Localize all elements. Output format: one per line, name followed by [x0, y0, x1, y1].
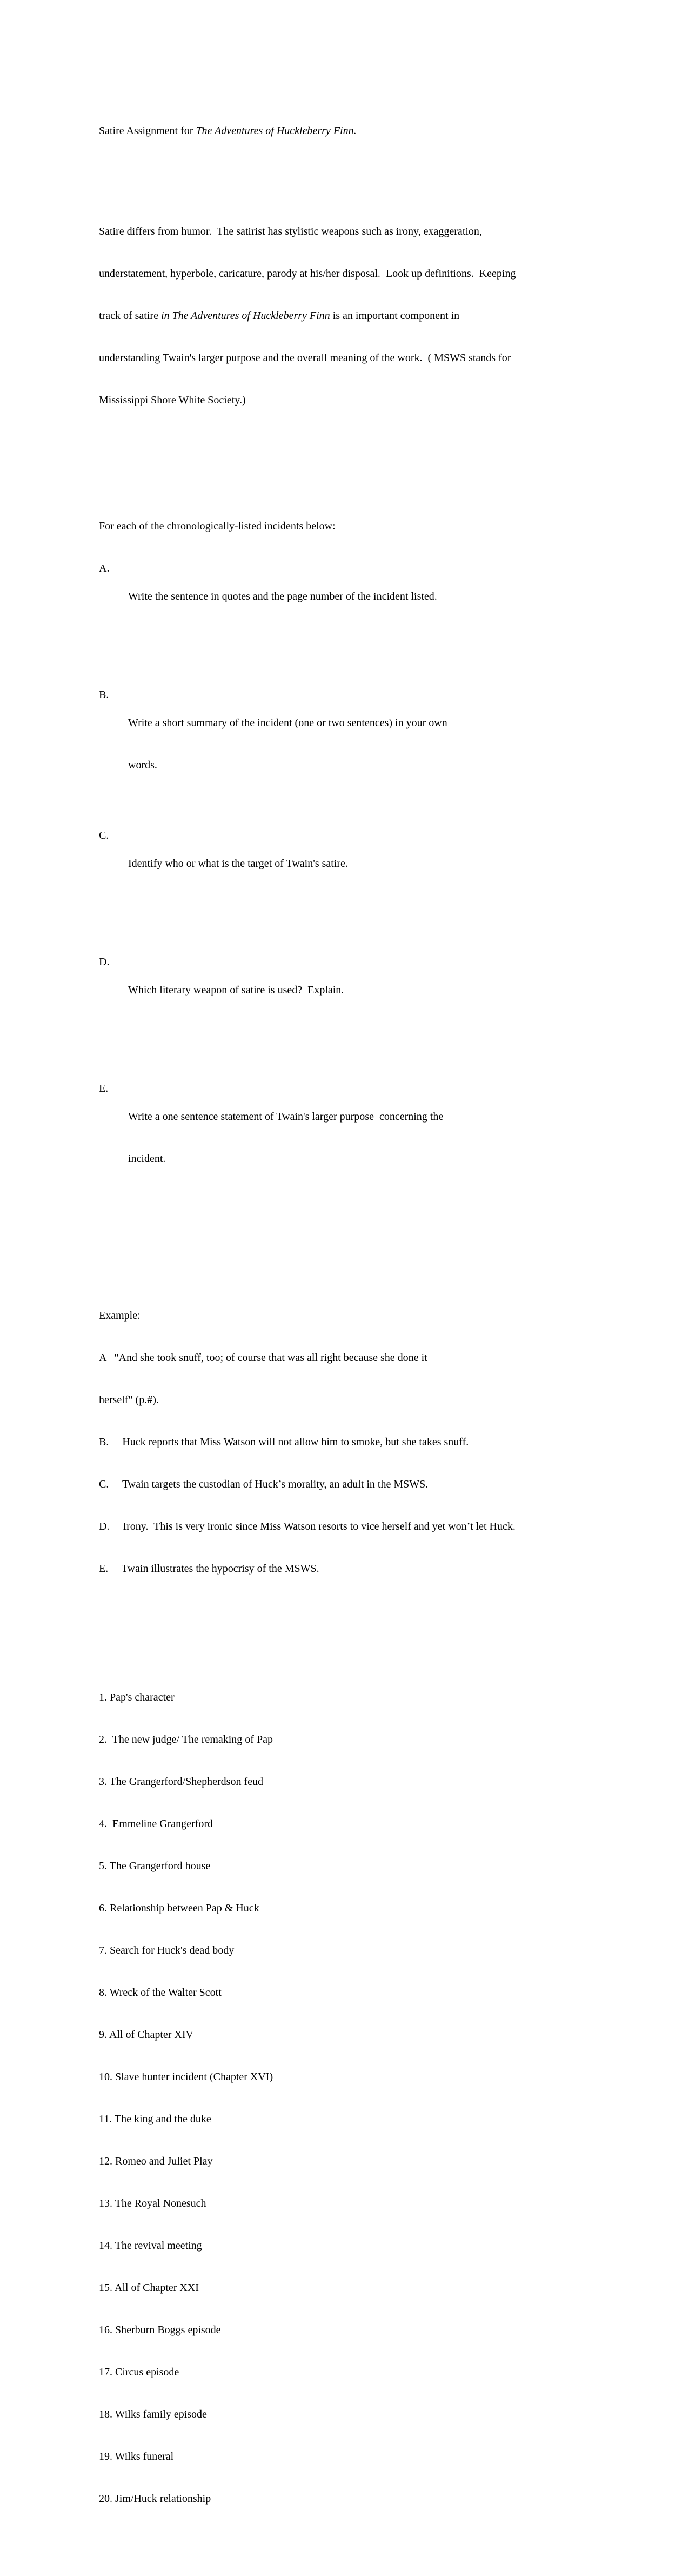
intro-line-1: Satire differs from humor. The satirist has stylistic weapons such as irony, exaggeration, [99, 225, 482, 237]
incident-item-20: 20. Jim/Huck relationship [99, 2493, 211, 2505]
incident-item-8: 8. Wreck of the Walter Scott [99, 1987, 222, 1999]
example-line-e: E. Twain illustrates the hypocrisy of the MSWS. [99, 1563, 319, 1575]
instruction-text-d [128, 955, 672, 1053]
incident-item-10: 10. Slave hunter incident (Chapter XVI) [99, 2071, 273, 2083]
intro-paragraph [99, 196, 672, 435]
incident-item-12: 12. Romeo and Juliet Play [99, 2155, 213, 2167]
example-section [99, 1280, 672, 1604]
incident-item-13: 13. The Royal Nonesuch [99, 2197, 206, 2209]
incident-item-16: 16. Sherburn Boggs episode [99, 2324, 221, 2336]
doc-title-book: The Adventures of Huckleberry Finn. [196, 125, 357, 137]
doc-title-prefix: Satire Assignment for [99, 125, 196, 137]
instruction-label-d: D. [99, 956, 110, 968]
instruction-label-c: C. [99, 829, 109, 841]
instruction-item-a [99, 561, 672, 660]
incident-item-18: 18. Wilks family episode [99, 2408, 207, 2420]
incident-item-19: 19. Wilks funeral [99, 2451, 174, 2462]
instruction-b-line-2: words. [128, 759, 157, 771]
incident-item-9: 9. All of Chapter XIV [99, 2029, 193, 2041]
incident-item-4: 4. Emmeline Grangerford [99, 1818, 213, 1830]
instruction-text-b [128, 688, 672, 800]
instructions-section [99, 491, 672, 1222]
instruction-text-a [128, 561, 672, 660]
doc-title [99, 124, 672, 138]
example-line-a-2: herself" (p.#). [99, 1394, 159, 1406]
instruction-item-b [99, 688, 672, 800]
instruction-d-line-1: Which literary weapon of satire is used? Explain. [128, 984, 344, 996]
instruction-item-e [99, 1081, 672, 1194]
instruction-c-line-1: Identify who or what is the target of Twain's satire. [128, 858, 348, 869]
example-line-a-1: A "And she took snuff, too; of course that was all right because she done it [99, 1352, 427, 1364]
incident-item-7: 7. Search for Huck's dead body [99, 1944, 235, 1956]
instruction-e-line-2: incident. [128, 1153, 166, 1165]
incident-item-1: 1. Pap's character [99, 1691, 175, 1703]
instruction-b-line-1: Write a short summary of the incident (one or two sentences) in your own [128, 717, 447, 729]
intro-line-3-pre: track of satire [99, 310, 161, 322]
intro-line-3 [99, 309, 672, 323]
example-line-b: B. Huck reports that Miss Watson will not allow him to smoke, but she takes snuff. [99, 1436, 469, 1448]
incident-item-2: 2. The new judge/ The remaking of Pap [99, 1734, 273, 1745]
example-line-c: C. Twain targets the custodian of Huck’s morality, an adult in the MSWS. [99, 1478, 429, 1490]
document-body [99, 82, 672, 2576]
example-line-d: D. Irony. This is very ironic since Miss Watson resorts to vice herself and yet won’t let Huck. [99, 1521, 516, 1532]
instruction-text-c [128, 828, 672, 927]
instruction-text-e [128, 1081, 672, 1194]
example-heading: Example: [99, 1310, 141, 1322]
instruction-item-d [99, 955, 672, 1053]
instruction-a-line-1: Write the sentence in quotes and the page number of the incident listed. [128, 590, 437, 602]
intro-line-3-post: is an important component in [330, 310, 460, 322]
incident-item-14: 14. The revival meeting [99, 2240, 202, 2252]
instruction-label-b: B. [99, 689, 109, 701]
instruction-label-e: E. [99, 1083, 109, 1094]
intro-line-2: understatement, hyperbole, caricature, parody at his/her disposal. Look up definitions. Keeping [99, 268, 516, 280]
incident-item-3: 3. The Grangerford/Shepherdson feud [99, 1776, 263, 1788]
instruction-e-line-1: Write a one sentence statement of Twain's larger purpose concerning the [128, 1111, 444, 1123]
incident-list [99, 1662, 672, 2534]
intro-line-3-book: in The Adventures of Huckleberry Finn [160, 310, 330, 322]
incident-item-15: 15. All of Chapter XXI [99, 2282, 199, 2294]
instruction-item-c [99, 828, 672, 927]
instructions-heading: For each of the chronologically-listed incidents below: [99, 520, 336, 532]
incident-item-5: 5. The Grangerford house [99, 1860, 211, 1872]
incident-item-17: 17. Circus episode [99, 2366, 179, 2378]
instruction-label-a: A. [99, 562, 110, 574]
incident-item-11: 11. The king and the duke [99, 2113, 211, 2125]
intro-line-5: Mississippi Shore White Society.) [99, 394, 246, 406]
intro-line-4: understanding Twain's larger purpose and the overall meaning of the work. ( MSWS stands for [99, 352, 511, 364]
incident-item-6: 6. Relationship between Pap & Huck [99, 1902, 259, 1914]
